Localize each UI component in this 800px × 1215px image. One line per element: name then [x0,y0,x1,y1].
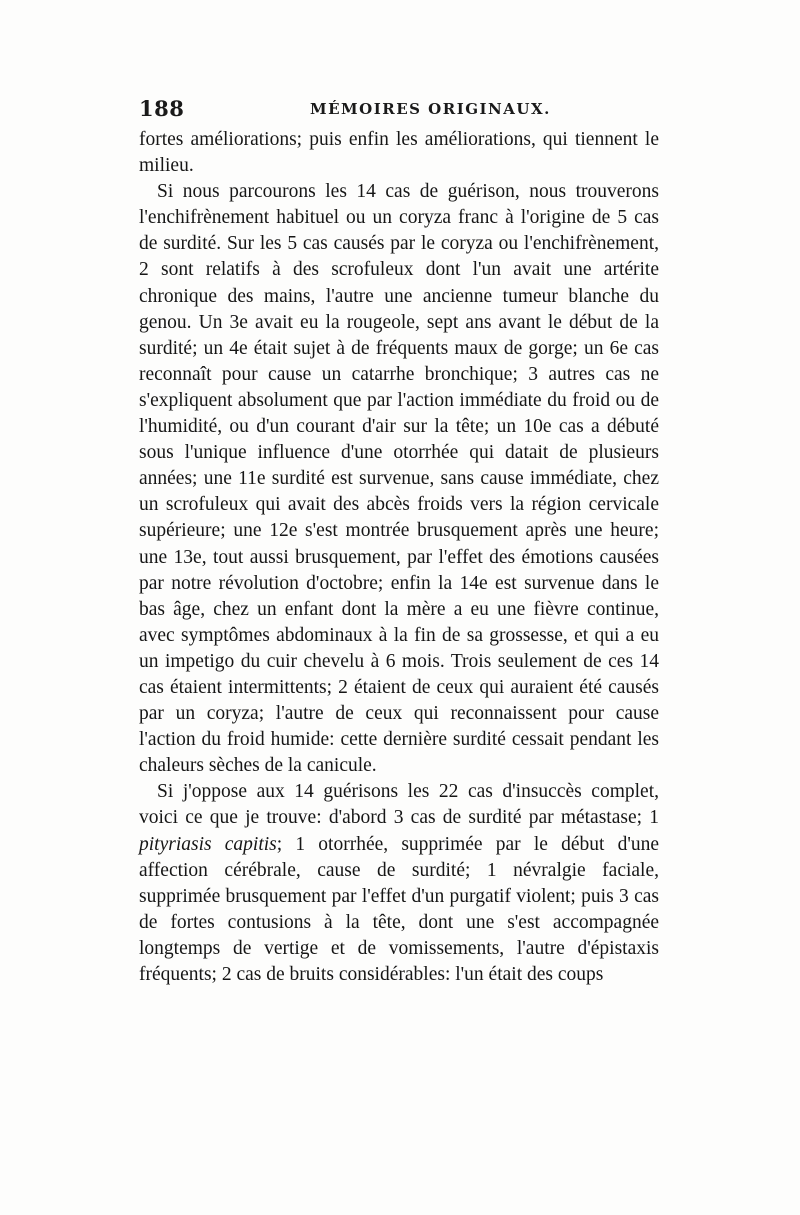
paragraph-text: ; 1 otorrhée, supprimée par le début d'une affection cérébrale, cause de surdité; 1 névralgie faciale, supprimée brusquement par l'effet d'un purgatif violent; puis 3 cas de fortes contusions à la tête, dont une s'est accompagnée longtemps de vertige et de vomissements, l'autre d'épistaxis fréquents; 2 cas de bruits considérables: l'un était des coups [139,833,660,985]
italic-term: pityriasis capitis [139,833,277,855]
page-number: 188 [139,96,185,121]
paragraph: Si nous parcourons les 14 cas de guérison, nous trouverons l'enchifrènement habituel ou un coryza franc à l'origine de 5 cas de surdité. Sur les 5 cas causés par le coryza ou l'enchifrènement, 2 sont relatifs à des scrofuleux dont l'un avait une artérite chronique des mains, l'autre une ancienne tumeur blanche du genou. Un 3e avait eu la rougeole, sept ans avant le début de la surdité; un 4e était sujet à de fréquents maux de gorge; un 6e cas reconnaît pour cause un catarrhe bronchique; 3 autres cas ne s'expliquent absolument que par l'action immédiate du froid ou de l'humidité, ou d'un courant d'air sur la tête; un 10e cas a débuté sous l'unique influence d'une otorrhée qui datait de plusieurs années; une 11e surdité est survenue, sans cause immédiate, chez un scrofuleux qui avait des abcès froids vers la région cervicale supérieure; une 12e s'est montrée brusquement après une heure; une 13e, tout aussi brusquement, par l'effet des émotions causées par notre révolution d'octobre; enfin la 14e est survenue dans le bas âge, chez un enfant dont la mère a eu une fièvre continue, avec symptômes abdominaux à la fin de sa grossesse, et qui a eu un impetigo du cuir chevelu à 6 mois. Trois seulement de ces 14 cas étaient intermittents; 2 étaient de ceux qui auraient été causés par un coryza; l'autre de ceux qui reconnaissent pour cause l'action du froid humide: cette dernière surdité cessait pendant les chaleurs sèches de la canicule. [139,181,659,777]
paragraph [139,779,659,988]
page-header [139,96,659,122]
paragraph-text: Si j'oppose aux 14 guérisons les 22 cas d'insuccès complet, voici ce que je trouve: d'abord 3 cas de surdité par métastase; 1 [139,781,659,829]
running-title: MÉMOIRES ORIGINAUX. [310,100,551,118]
body-text [139,127,659,988]
paragraph: fortes améliorations; puis enfin les améliorations, qui tiennent le milieu. [139,129,659,177]
